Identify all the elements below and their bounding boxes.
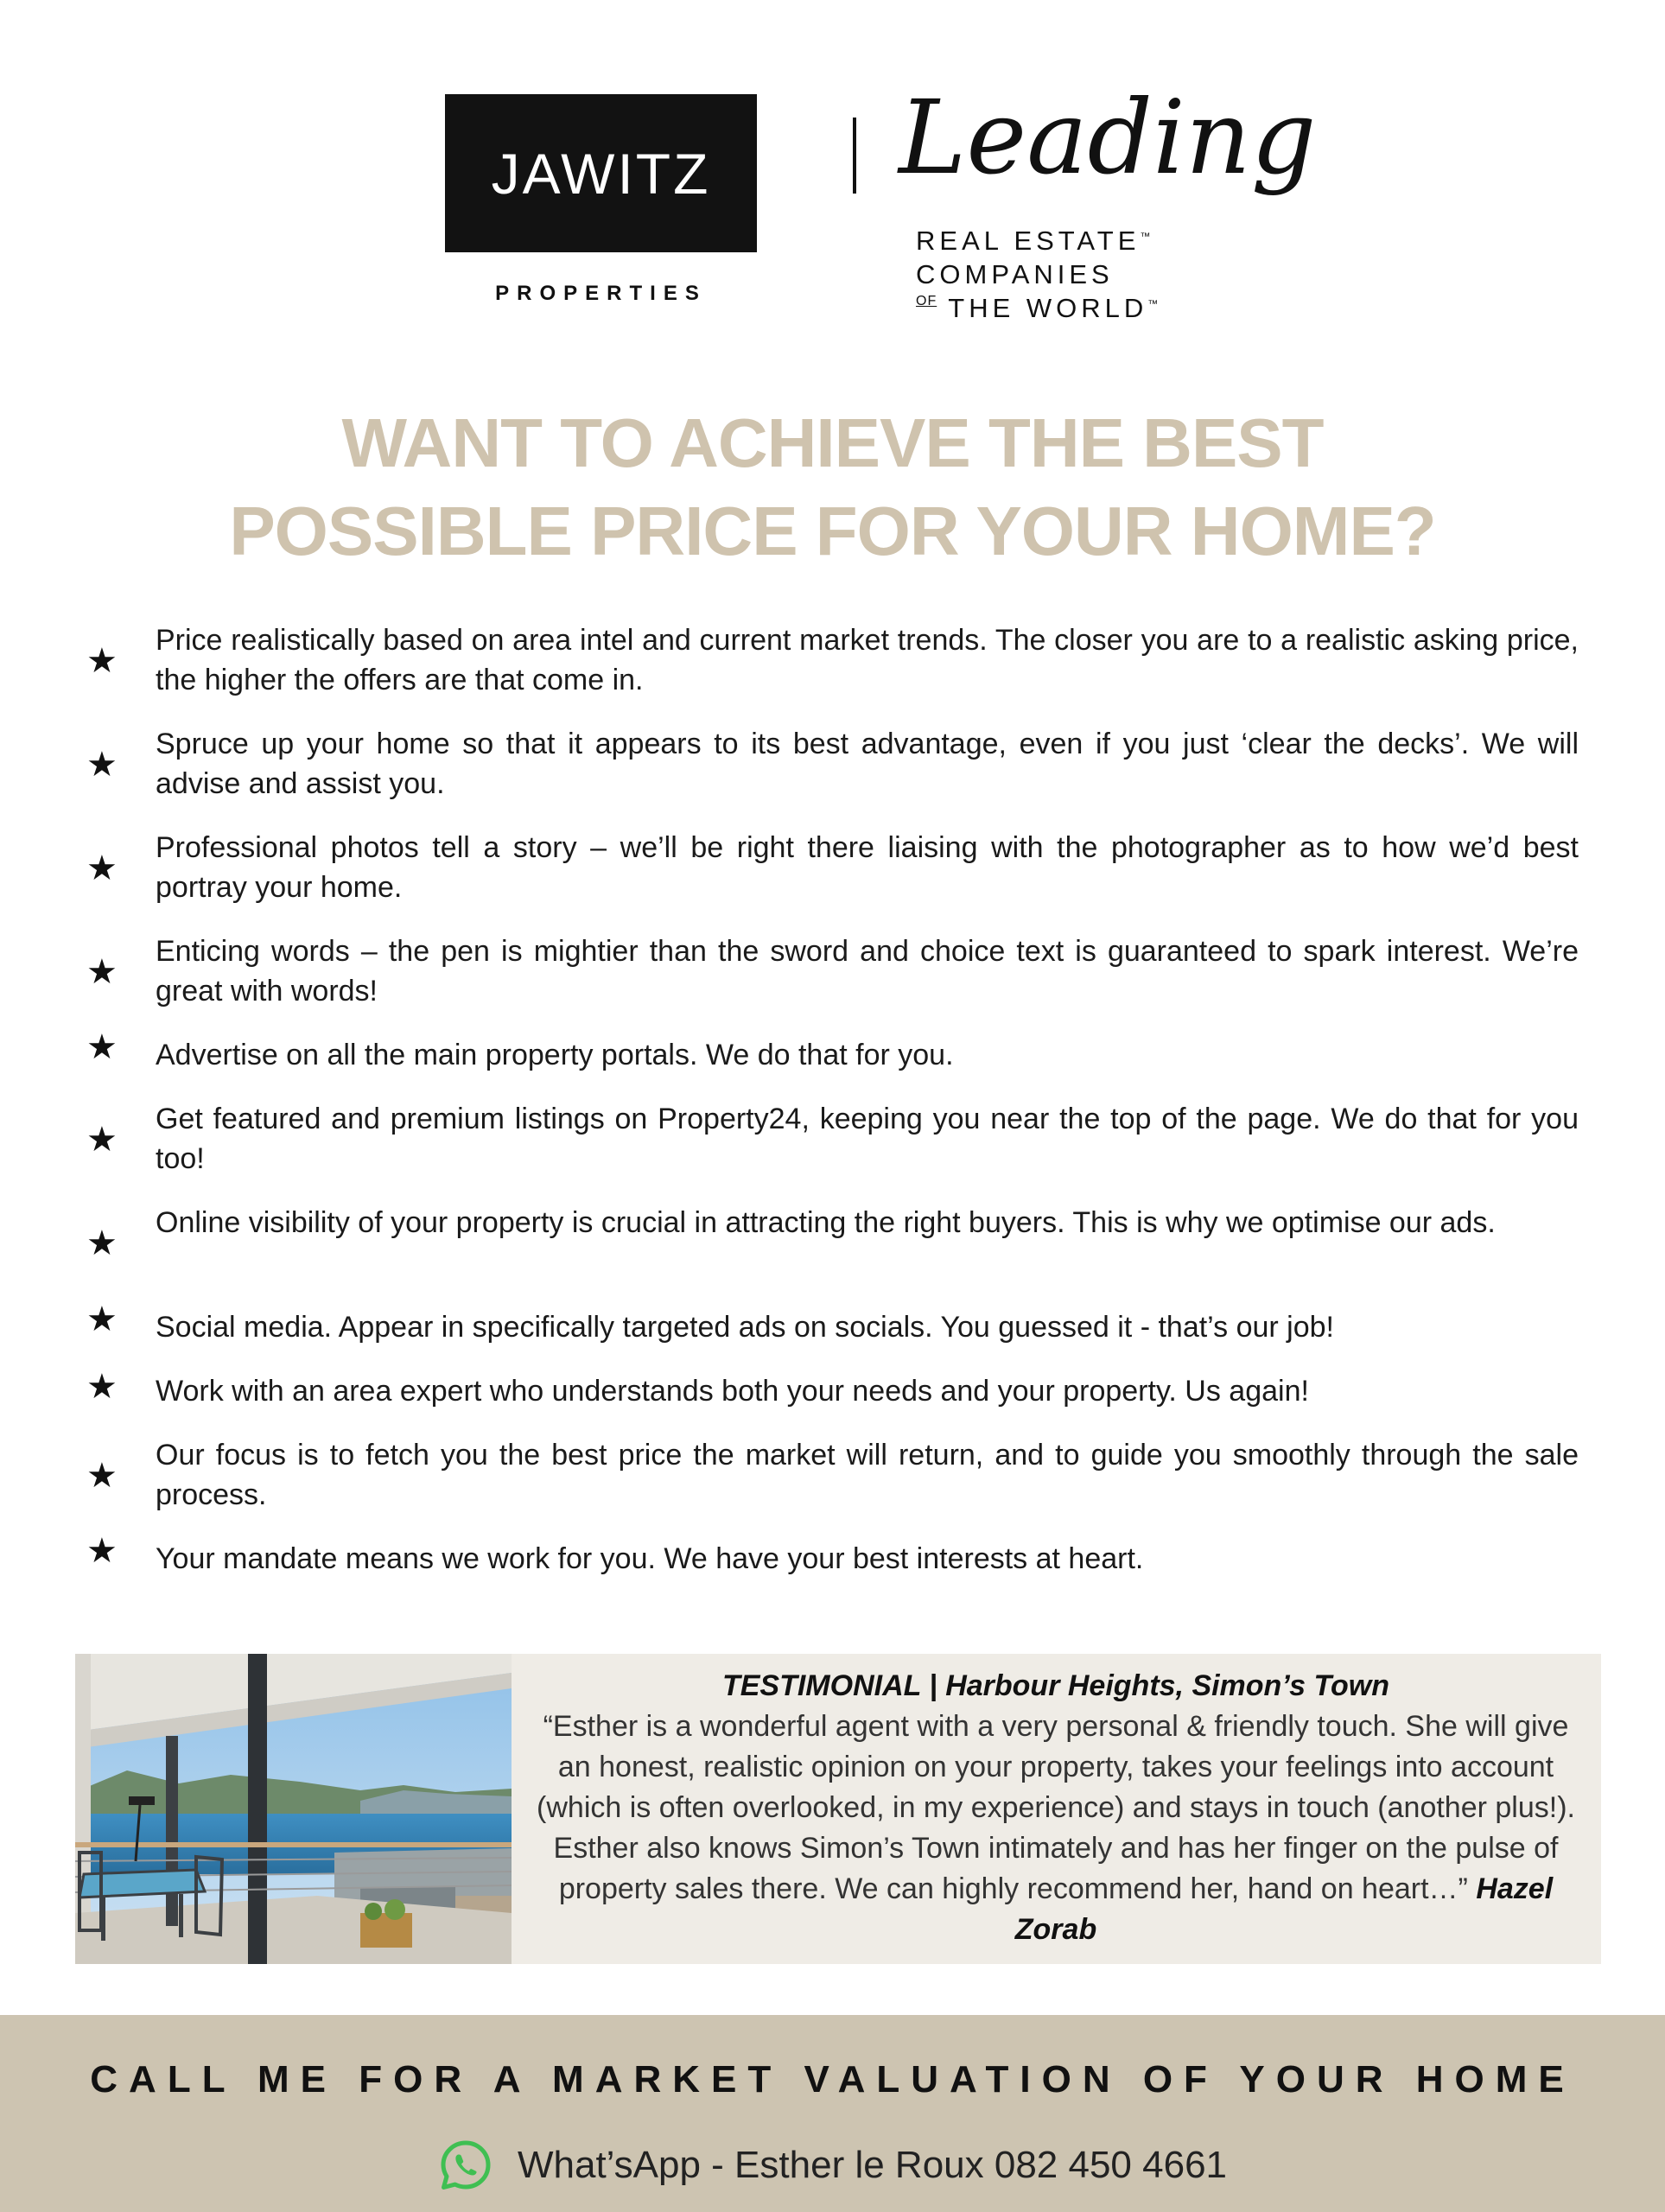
star-icon: ★: [86, 953, 118, 991]
star-icon: ★: [86, 1028, 118, 1066]
trademark-mark-2: ™: [1147, 297, 1159, 310]
leading-logo-line1-text: REAL ESTATE: [916, 226, 1141, 256]
contact-text: What’sApp - Esther le Roux 082 450 4661: [517, 2144, 1228, 2186]
list-item-text: Work with an area expert who understands both your needs and your property. Us again!: [156, 1375, 1309, 1408]
testimonial-quote: “Esther is a wonderful agent with a very personal & friendly touch. She will give an honest, realistic opinion on your property, takes your feelings into account (which is often overlooked, in my experience) and stays in touch (another plus!). Esther also knows Simon’s Town intimately and has her finger on the pulse of property sales there. We can highly recommend her, hand on heart…”: [537, 1710, 1575, 1905]
logo-divider: [853, 118, 856, 194]
list-item-text: Your mandate means we work for you. We have your best interests at heart.: [156, 1542, 1144, 1575]
star-icon: ★: [86, 1300, 118, 1338]
headline-line-2: POSSIBLE PRICE FOR YOUR HOME?: [229, 493, 1436, 569]
list-item-text: Price realistically based on area intel and current market trends. The closer you are to a realistic asking price, the higher the offers are that come in.: [156, 624, 1579, 696]
star-icon: ★: [86, 849, 118, 887]
testimonial-text: [533, 1666, 1579, 1950]
whatsapp-contact[interactable]: [0, 2138, 1665, 2193]
jawitz-logo-wordmark: JAWITZ: [491, 141, 711, 206]
leading-logo-script: Leading: [899, 78, 1317, 197]
leading-logo-line3: [916, 295, 1158, 321]
testimonial-author: Hazel Zorab: [1014, 1872, 1554, 1946]
whatsapp-icon: [438, 2138, 493, 2193]
leading-logo-of: OF: [916, 294, 937, 308]
star-icon: ★: [86, 1368, 118, 1406]
star-icon: ★: [86, 1224, 118, 1262]
list-item-text: Enticing words – the pen is mightier than the sword and choice text is guaranteed to spark interest. We’re great with words!: [156, 935, 1579, 1007]
testimonial-title: TESTIMONIAL | Harbour Heights, Simon’s Town: [721, 1669, 1390, 1702]
star-icon: ★: [86, 1457, 118, 1495]
star-icon: ★: [86, 1532, 118, 1570]
testimonial-panel: [75, 1654, 1601, 1964]
list-item-text: Spruce up your home so that it appears to its best advantage, even if you just ‘clear the decks’. We will advise and assist you.: [156, 728, 1579, 800]
jawitz-logo-subtitle: PROPERTIES: [495, 282, 707, 305]
balcony-view-photo: [75, 1654, 512, 1964]
cta-heading: CALL ME FOR A MARKET VALUATION OF YOUR HOME: [90, 2058, 1575, 2101]
star-icon: ★: [86, 1121, 118, 1159]
leading-logo-line2: COMPANIES: [916, 259, 1114, 289]
star-icon: ★: [86, 642, 118, 680]
footer-cta: [0, 2015, 1665, 2212]
list-item-text: Advertise on all the main property portals. We do that for you.: [156, 1039, 954, 1071]
page-headline: [0, 399, 1665, 575]
list-item-text: Our focus is to fetch you the best price the market will return, and to guide you smoothly through the sale process.: [156, 1439, 1579, 1511]
list-item-text: Social media. Appear in specifically targeted ads on socials. You guessed it - that’s our job!: [156, 1311, 1334, 1344]
trademark-mark: ™: [1140, 230, 1151, 243]
list-item-text: Get featured and premium listings on Property24, keeping you near the top of the page. We do that for you too!: [156, 1103, 1579, 1175]
headline-line-1: WANT TO ACHIEVE THE BEST: [341, 404, 1324, 481]
testimonial-quote-wrap: [533, 1707, 1579, 1950]
list-item-text: Online visibility of your property is crucial in attracting the right buyers. This is why we optimise our ads.: [156, 1206, 1496, 1239]
list-item-text: Professional photos tell a story – we’ll be right there liaising with the photographer as to how we’d best portray your home.: [156, 831, 1579, 904]
star-icon: ★: [86, 746, 118, 784]
header: [0, 0, 1665, 346]
leading-logo-line3-text: THE WORLD: [948, 293, 1148, 323]
leading-logo-line1: [916, 227, 1150, 254]
jawitz-logo: [445, 94, 757, 252]
